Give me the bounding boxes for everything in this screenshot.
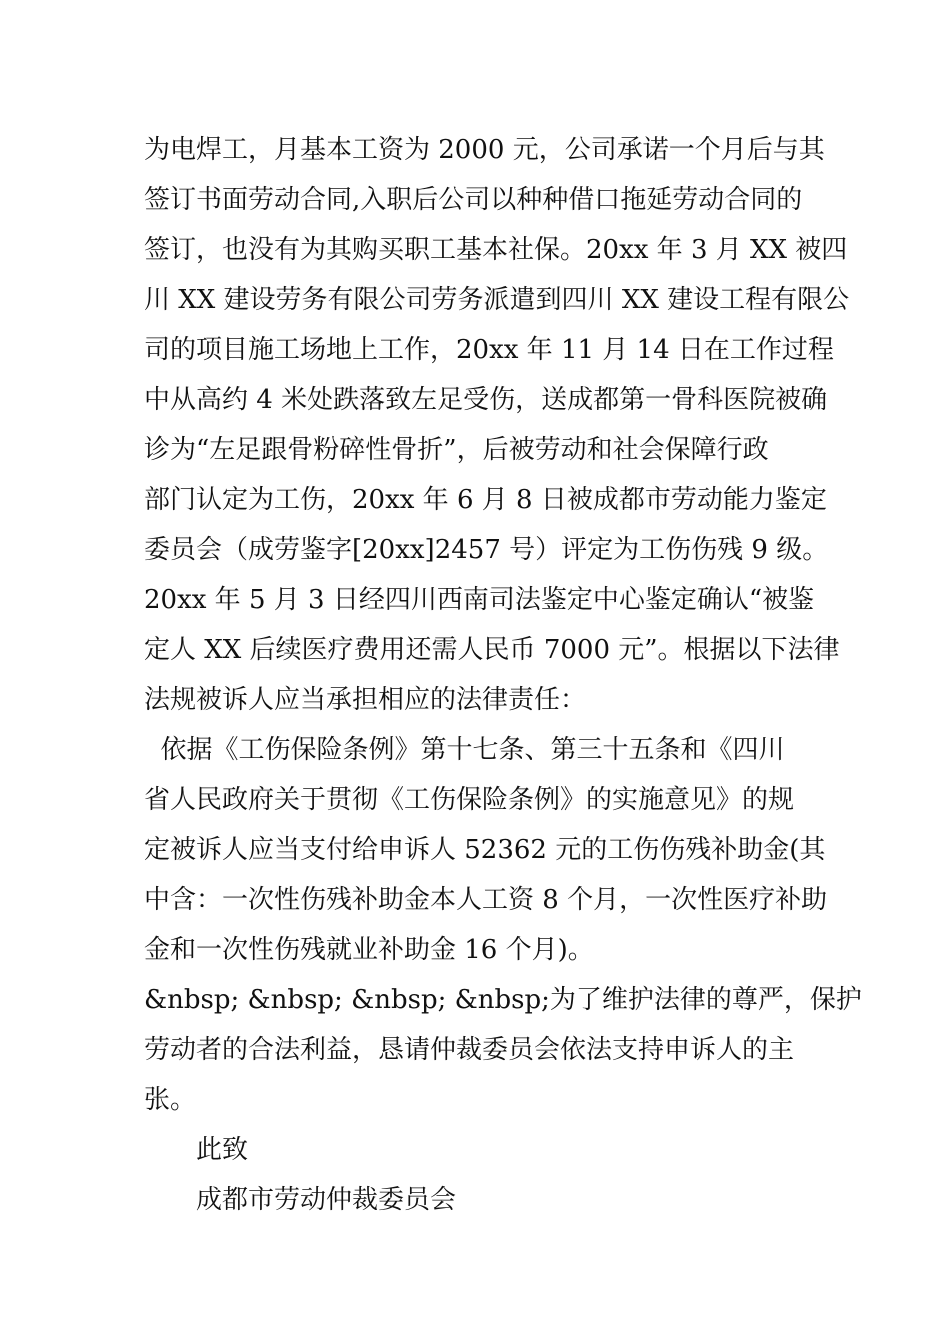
body-line: 为电焊工，月基本工资为 2000 元，公司承诺一个月后与其: [144, 135, 825, 165]
body-line: 中从高约 4 米处跌落致左足受伤，送成都第一骨科医院被确: [144, 385, 828, 415]
body-line: 委员会（成劳鉴字[20xx]2457 号）评定为工伤伤残 9 级。: [144, 535, 829, 565]
body-line: 诊为“左足跟骨粉碎性骨折”，后被劳动和社会保障行政: [144, 435, 769, 465]
body-line: 签订书面劳动合同,入职后公司以种种借口拖延劳动合同的: [144, 185, 803, 215]
body-line: 劳动者的合法利益，恳请仲裁委员会依法支持申诉人的主: [144, 1035, 795, 1065]
recipient-name: 成都市劳动仲裁委员会: [196, 1185, 457, 1215]
paragraph-start-line: 依据《工伤保险条例》第十七条、第三十五条和《四川: [144, 735, 785, 765]
body-line: 法规被诉人应当承担相应的法律责任：: [144, 685, 587, 715]
body-line: 定被诉人应当支付给申诉人 52362 元的工伤伤残补助金(其: [144, 835, 826, 865]
body-line: 部门认定为工伤，20xx 年 6 月 8 日被成都市劳动能力鉴定: [144, 485, 827, 515]
body-line: 签订，也没有为其购买职工基本社保。20xx 年 3 月 XX 被四: [144, 235, 848, 265]
body-line: 中含：一次性伤残补助金本人工资 8 个月，一次性医疗补助: [144, 885, 828, 915]
body-line: 省人民政府关于贯彻《工伤保险条例》的实施意见》的规: [144, 785, 795, 815]
closing-salutation: 此致: [196, 1135, 249, 1165]
body-line: 川 XX 建设劳务有限公司劳务派遣到四川 XX 建设工程有限公: [144, 285, 850, 315]
body-line: 20xx 年 5 月 3 日经四川西南司法鉴定中心鉴定确认“被鉴: [144, 585, 815, 615]
body-line: 张。: [144, 1085, 197, 1115]
body-line: 定人 XX 后续医疗费用还需人民币 7000 元”。根据以下法律: [144, 635, 840, 665]
body-line: 金和一次性伤残就业补助金 16 个月)。: [144, 935, 594, 965]
paragraph-start-line: &nbsp; &nbsp; &nbsp; &nbsp;为了维护法律的尊严，保护: [144, 985, 862, 1015]
body-line: 司的项目施工场地上工作，20xx 年 11 月 14 日在工作过程: [144, 335, 834, 365]
